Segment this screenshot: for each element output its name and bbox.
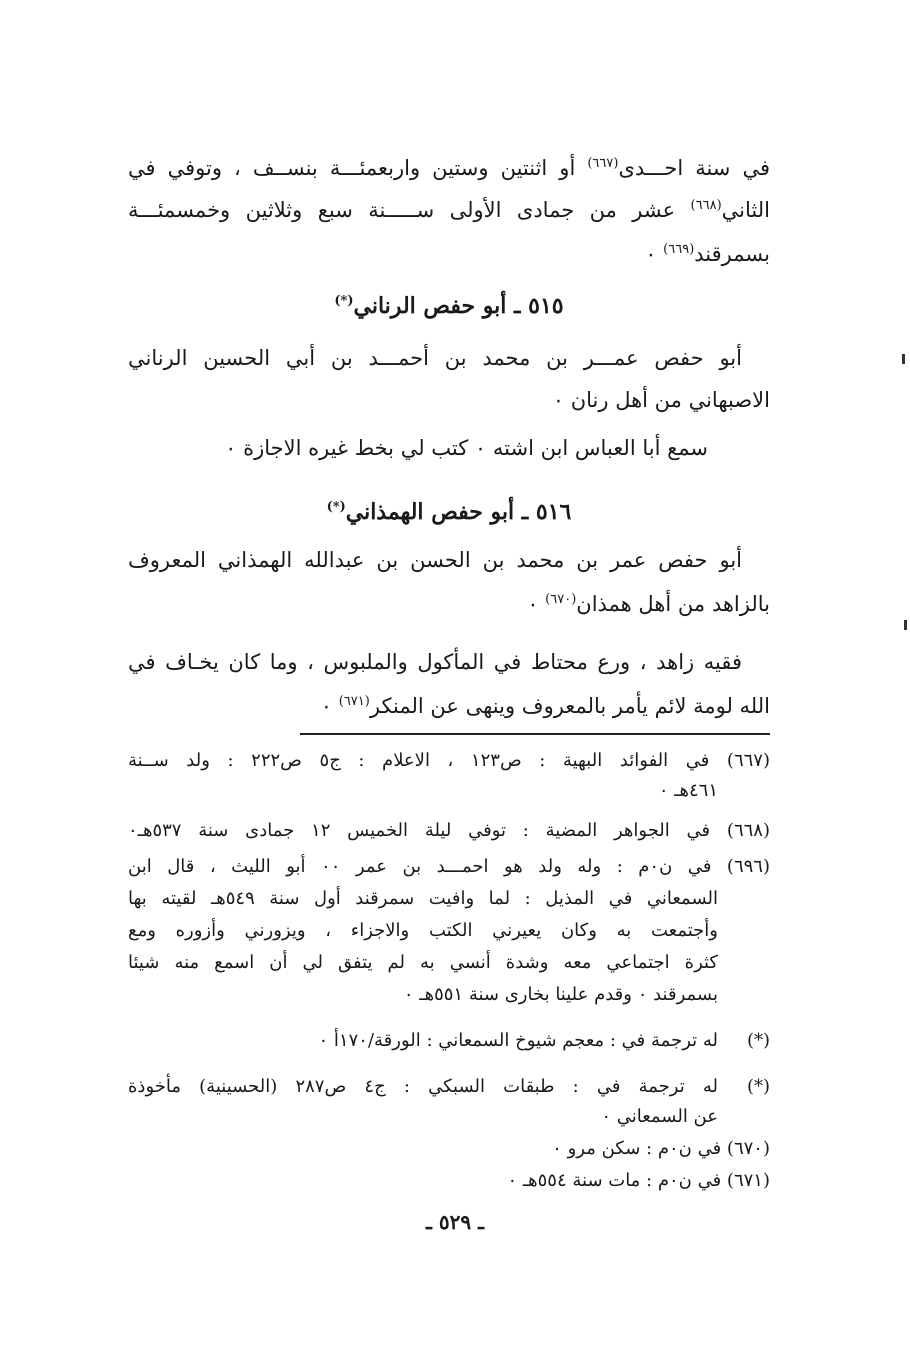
page-number: ـ ٥٢٩ ـ bbox=[426, 1210, 484, 1234]
footnote-line: عن السمعاني ٠ bbox=[601, 1106, 718, 1127]
text-line: في سنة احـــدى$^{(٦٦٧)}$ أو اثنتين وستين واربعمئـــة بنســف ، وتوفي في bbox=[128, 156, 770, 180]
footnote-line: (٦٦٧) في الفوائد البهية : ص١٢٣ ، الاعلام : ج٥ ص٢٢٢ : ولد ســنة bbox=[128, 750, 770, 771]
footnote-ref[interactable]: (٦٧١) bbox=[338, 694, 370, 709]
text-line: الثاني$^{(٦٦٨)}$ عشر من جمادى الأولى ســـــنة سبع وثلاثين وخمسمئـــة bbox=[128, 198, 770, 222]
footnote-line: (٦٦٨) في الجواهر المضية : توفي ليلة الخميس ١٢ جمادى سنة ٥٣٧هـ٠ bbox=[128, 820, 771, 841]
scan-mark bbox=[904, 620, 907, 630]
footnote-ref[interactable]: (٦٦٧) bbox=[587, 156, 619, 171]
scan-mark bbox=[902, 354, 905, 364]
footnote-star-2: (*) له ترجمة في : طبقات السبكي : ج٤ ص٢٨٧ (الحسينية) مأخوذة bbox=[128, 1072, 718, 1102]
footnote-star-label: (*) bbox=[746, 1076, 770, 1097]
text-line: سمع أبا العباس ابن اشته ٠ كتب لي بخط غيره الاجازة ٠ bbox=[225, 436, 708, 460]
footnote-ref[interactable]: (*) bbox=[326, 499, 346, 515]
text-line: الله لومة لائم يأمر بالمعروف وينهى عن المنكر$^{(٦٧١)}$ ٠ bbox=[320, 694, 770, 718]
footnote-ref[interactable]: (٦٧٠) bbox=[545, 592, 577, 607]
text-line: الاصبهاني من أهل رنان ٠ bbox=[552, 388, 770, 412]
footnote-star-label: (*) bbox=[746, 1030, 770, 1051]
footnote-star-1: (*) له ترجمة في : معجم شيوخ السمعاني : الورقة/١٧٠أ ٠ bbox=[128, 1026, 718, 1056]
entry-heading-515: ٥١٥ ـ أبو حفص الرناني(*) bbox=[334, 293, 564, 319]
entry-heading-516: ٥١٦ ـ أبو حفص الهمذاني(*) bbox=[326, 499, 572, 525]
text-line: بسمرقند$^{(٦٦٩)}$ ٠ bbox=[645, 242, 770, 266]
text-line: أبو حفص عمر بن محمد بن الحسن بن عبدالله الهمذاني المعروف bbox=[128, 548, 742, 572]
footnote-line: بسمرقند ٠ وقدم علينا بخارى سنة ٥٥١هـ ٠ bbox=[403, 984, 718, 1005]
text-line: أبو حفص عمـــر بن محمد بن أحمـــد بن أبي الحسين الرناني bbox=[128, 346, 742, 370]
footnote-line: (٦٩٦) في ن٠م : وله ولد هو احمـــد بن عمر ٠٠ أبو الليث ، قال ابن bbox=[128, 856, 770, 877]
footnote-separator bbox=[300, 733, 770, 735]
footnote-ref[interactable]: (٦٦٨) bbox=[690, 198, 722, 213]
text-line: فقيه زاهد ، ورع محتاط في المأكول والملبوس ، وما كان يخـاف في bbox=[128, 650, 742, 674]
text-line: بالزاهد من أهل همذان$^{(٦٧٠)}$ ٠ bbox=[527, 592, 770, 616]
footnote-line: كثرة اجتماعي معه وشدة أنسي به لم يتفق لي أن اسمع منه شيئا bbox=[128, 952, 718, 973]
footnote-line: وأجتمعت به وكان يعيرني الكتب والاجزاء ، ويزورني وأزوره ومع bbox=[128, 920, 718, 941]
footnote-line: (٦٧١) في ن٠م : مات سنة ٥٥٤هـ ٠ bbox=[507, 1170, 770, 1191]
footnote-line: ٤٦١هـ ٠ bbox=[658, 780, 718, 801]
footnote-ref[interactable]: (٦٦٩) bbox=[663, 242, 695, 257]
footnote-ref[interactable]: (*) bbox=[334, 293, 354, 309]
footnote-line: (٦٧٠) في ن٠م : سكن مرو ٠ bbox=[552, 1138, 770, 1159]
footnote-line: السمعاني في المذيل : لما وافيت سمرقند أول سنة ٥٤٩هـ لقيته بها bbox=[128, 888, 718, 909]
